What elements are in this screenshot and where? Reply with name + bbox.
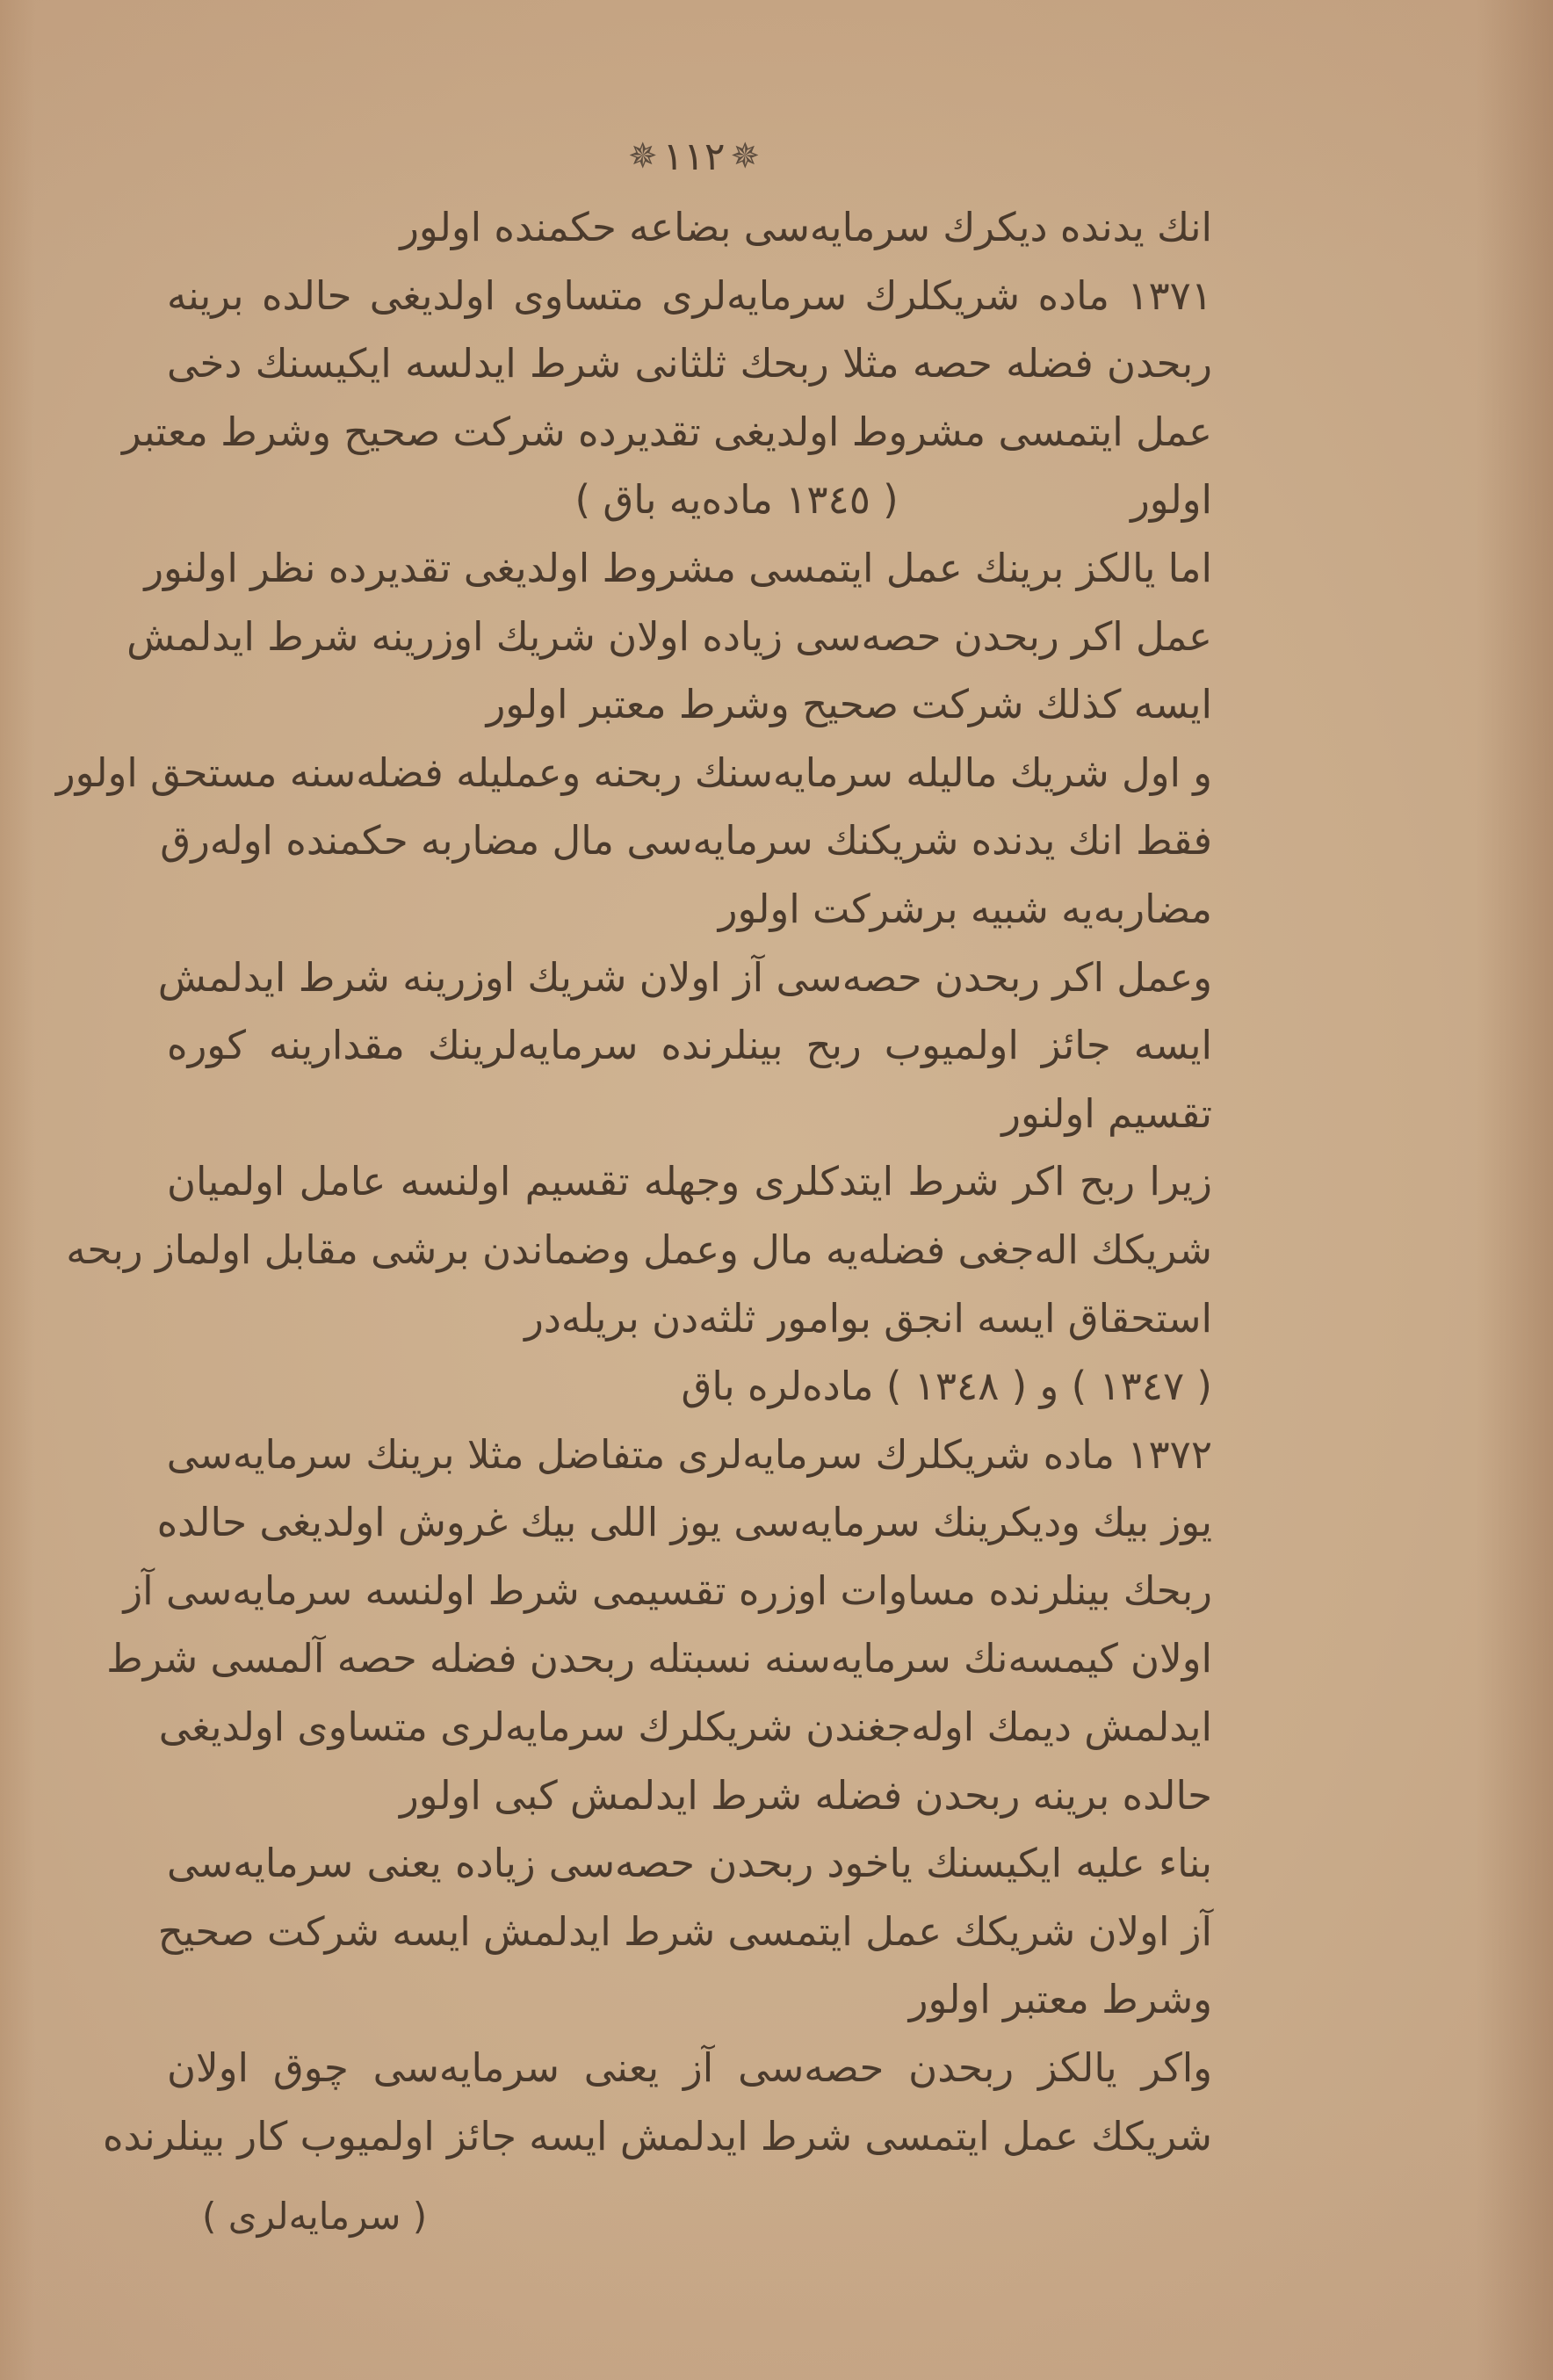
text-line: اما يالكز برينك عمل ايتمسى مشروط اولديغى تقديرده نظر اولنور (144, 544, 1212, 591)
article-reference-line: ( ١٣٤٧ ) و ( ١٣٤٨ ) ماده‌لره باق (681, 1363, 1212, 1410)
article-reference: ( ١٣٤٥ ماده‌يه باق ) (574, 476, 899, 524)
text-line: مضاربه‌يه شبيه برشركت اولور (718, 885, 1212, 932)
text-line: انك يدنده ديكرك سرمايه‌سى بضاعه حكمنده اولور (400, 204, 1212, 250)
text-line: فقط انك يدنده شريكنك سرمايه‌سى مال مضاربه حكمنده اوله‌رق (160, 817, 1212, 864)
text-line: ايسه كذلك شركت صحيح وشرط معتبر اولور (486, 681, 1212, 728)
text-line: زيرا ربح اكر شرط ايتدكلرى وجهله تقسيم اولنسه عامل اولميان (167, 1158, 1212, 1205)
text-fragment: اولور (1130, 476, 1212, 524)
text-line: عمل ايتمسى مشروط اولديغى تقديرده شركت صحيح وشرط معتبر (122, 408, 1212, 455)
text-line-with-reference (167, 466, 1212, 534)
text-line: ربحك بينلرنده مساوات اوزره تقسيمى شرط اولنسه سرمايه‌سى آز (123, 1566, 1212, 1614)
text-line: يوز بيك وديكرينك سرمايه‌سى يوز اللى بيك غروش اولديغى حالده (156, 1499, 1212, 1546)
text-line: ربحدن فضله حصه مثلا ربحك ثلثانى شرط ايدلسه ايكيسنك دخى (167, 340, 1212, 387)
text-line: تقسيم اولنور (1001, 1089, 1212, 1137)
body-text (55, 193, 1212, 2170)
page-header (615, 130, 773, 183)
article-1372-heading-line: ١٣٧٢ ماده شريكلرك سرمايه‌لرى متفاضل مثلا برينك سرمايه‌سى (166, 1430, 1212, 1478)
text-line: آز اولان شريكك عمل ايتمسى شرط ايدلمش ايسه شركت صحيح (157, 1907, 1212, 1955)
text-line: و اول شريك ماليله سرمايه‌سنك ربحنه وعمليله فضله‌سنه مستحق اولور (55, 749, 1212, 796)
text-line: اولان كيمسه‌نك سرمايه‌سنه نسبتله ربحدن فضله حصه آلمسى شرط (106, 1635, 1212, 1682)
text-line: حالده برينه ربحدن فضله شرط ايدلمش كبى اولور (399, 1771, 1212, 1819)
text-line: شريكك عمل ايتمسى شرط ايدلمش ايسه جائز اولميوب كار بينلرنده (102, 2112, 1212, 2159)
star-ornament-icon: ✵ (730, 136, 760, 177)
text-line: عمل اكر ربحدن حصه‌سى زياده اولان شريك اوزرينه شرط ايدلمش (126, 612, 1212, 660)
text-line: واكر يالكز ربحدن حصه‌سى آز يعنى سرمايه‌سى چوق اولان (167, 2044, 1212, 2092)
text-line: ايدلمش ديمك اوله‌جغندن شريكلرك سرمايه‌لرى متساوى اولديغى (158, 1704, 1212, 1751)
page-number: ١١٢ (662, 134, 726, 179)
text-line: شريكك اله‌جغى فضله‌يه مال وعمل وضماندن برشى مقابل اولماز ربحه (66, 1226, 1212, 1273)
text-line: وشرط معتبر اولور (908, 1976, 1212, 2023)
text-line: بناء عليه ايكيسنك ياخود ربحدن حصه‌سى زياده يعنى سرمايه‌سى (167, 1840, 1212, 1887)
article-1371-heading-line: ١٣٧١ ماده شريكلرك سرمايه‌لرى متساوى اولديغى حالده برينه (167, 271, 1212, 319)
catchword: ( سرمايه‌لرى ) (202, 2195, 428, 2238)
star-ornament-icon: ✵ (628, 136, 658, 177)
text-line: ايسه جائز اولميوب ربح بينلرنده سرمايه‌لرينك مقدارينه كوره (167, 1022, 1212, 1069)
text-line: وعمل اكر ربحدن حصه‌سى آز اولان شريك اوزرينه شرط ايدلمش (157, 953, 1212, 1001)
text-line: استحقاق ايسه انجق بوامور ثلثه‌دن بريله‌در (524, 1294, 1212, 1342)
